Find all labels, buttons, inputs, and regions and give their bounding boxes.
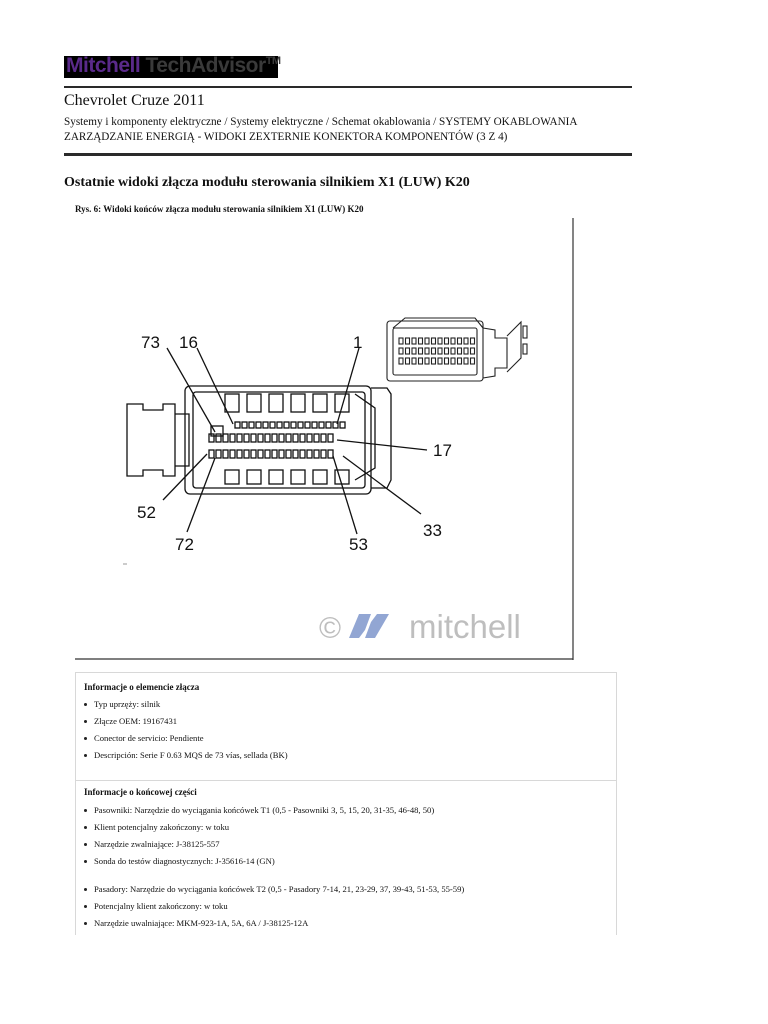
housing-rib xyxy=(225,394,239,412)
terminal-info-item: Pasadory: Narzędzie do wyciągania końcówek T2 (0,5 - Pasadory 7-14, 21, 23-29, 37, 39-43, 51-53, 55-59) xyxy=(84,884,464,894)
bullet-icon xyxy=(84,809,87,812)
pin-cavity xyxy=(293,434,298,442)
housing-rib xyxy=(313,470,327,484)
pin-cavity xyxy=(451,338,455,344)
logo-brand: Mitchell xyxy=(66,54,141,77)
pin-cavity xyxy=(432,348,436,354)
pin-cavity xyxy=(293,450,298,458)
pin-cavity xyxy=(445,338,449,344)
pin-cavity xyxy=(216,450,221,458)
pin-cavity xyxy=(471,338,475,344)
pin-cavity xyxy=(340,422,345,428)
pin-cavity xyxy=(458,358,462,364)
pin-label-33: 33 xyxy=(423,521,442,540)
pin-cavity xyxy=(300,450,305,458)
housing-rib xyxy=(247,470,261,484)
bullet-icon xyxy=(84,754,87,757)
pin-cavity xyxy=(265,434,270,442)
housing-rib xyxy=(225,470,239,484)
connector-info-item: Descripción: Serie F 0.63 MQS de 73 vías, sellada (BK) xyxy=(84,750,288,760)
pin-cavity xyxy=(458,348,462,354)
pin-cavity xyxy=(279,434,284,442)
pin-label-1: 1 xyxy=(353,333,363,352)
pin-cavity xyxy=(419,338,423,344)
connector-figure xyxy=(75,218,575,660)
pin-cavity xyxy=(445,348,449,354)
pin-cavity xyxy=(438,358,442,364)
housing-rib xyxy=(291,394,305,412)
connector-diagram xyxy=(75,218,575,660)
terminal-info-item: Narzędzie uwalniające: MKM-923-1A, 5A, 6A / J-38125-12A xyxy=(84,918,308,928)
bullet-icon xyxy=(84,843,87,846)
pin-cavity xyxy=(291,422,296,428)
figure-caption: Rys. 6: Widoki końców złącza modułu sterowania silnikiem X1 (LUW) K20 xyxy=(75,204,364,214)
terminal-info-item: Klient potencjalny zakończony: w toku xyxy=(84,822,229,832)
pin-cavity xyxy=(279,450,284,458)
pin-cavity xyxy=(425,348,429,354)
leader-72 xyxy=(187,458,215,532)
pin-cavity xyxy=(471,358,475,364)
housing-rib xyxy=(269,394,283,412)
pin-cavity xyxy=(256,422,261,428)
bullet-icon xyxy=(84,826,87,829)
vehicle-title: Chevrolet Cruze 2011 xyxy=(64,92,205,109)
leader-73 xyxy=(167,348,215,432)
pin-cavity xyxy=(305,422,310,428)
pin-cavity xyxy=(242,422,247,428)
pin-cavity xyxy=(321,434,326,442)
pin-cavity xyxy=(230,434,235,442)
logo-product: TechAdvisor xyxy=(145,54,266,77)
pin-cavity xyxy=(223,434,228,442)
bullet-icon xyxy=(84,860,87,863)
pin-cavity xyxy=(445,358,449,364)
pin-cavity xyxy=(412,358,416,364)
pin-cavity xyxy=(406,358,410,364)
pin-cavity xyxy=(412,348,416,354)
pin-cavity xyxy=(471,348,475,354)
pin-cavity xyxy=(249,422,254,428)
pin-cavity xyxy=(286,434,291,442)
bullet-icon xyxy=(84,737,87,740)
pin-cavity xyxy=(251,450,256,458)
pin-cavity xyxy=(223,450,228,458)
pin-cavity xyxy=(307,450,312,458)
pin-cavity xyxy=(300,434,305,442)
header-rule-top xyxy=(64,86,632,88)
pin-cavity xyxy=(272,450,277,458)
terminal-info-item: Narzędzie zwalniające: J-38125-557 xyxy=(84,839,220,849)
bullet-icon xyxy=(84,720,87,723)
pin-cavity xyxy=(328,450,333,458)
pin-cavity xyxy=(307,434,312,442)
pin-label-73: 73 xyxy=(141,333,160,352)
terminal-info-item: Sonda do testów diagnostycznych: J-35616-14 (GN) xyxy=(84,856,275,866)
leader-17 xyxy=(337,440,427,450)
pin-cavity xyxy=(464,358,468,364)
housing-rib xyxy=(291,470,305,484)
pin-cavity xyxy=(406,338,410,344)
pin-cavity xyxy=(419,358,423,364)
pin-cavity xyxy=(258,450,263,458)
pin-label-17: 17 xyxy=(433,441,452,460)
pin-cavity xyxy=(399,338,403,344)
pin-cavity xyxy=(399,358,403,364)
housing-rib xyxy=(335,394,349,412)
pin-cavity xyxy=(298,422,303,428)
connector-info-item: Złącze OEM: 19167431 xyxy=(84,716,177,726)
header-rule-bottom xyxy=(64,153,632,156)
pin-cavity xyxy=(277,422,282,428)
pin-cavity xyxy=(237,434,242,442)
housing-rib xyxy=(335,470,349,484)
pin-cavity xyxy=(251,434,256,442)
pin-cavity xyxy=(270,422,275,428)
pin-cavity xyxy=(286,450,291,458)
pin-cavity xyxy=(438,348,442,354)
pin-cavity xyxy=(425,338,429,344)
pin-cavity xyxy=(235,422,240,428)
pin-cavity xyxy=(328,434,333,442)
connector-face xyxy=(127,386,391,494)
watermark-copyright: © xyxy=(319,612,342,645)
pin-label-72: 72 xyxy=(175,535,194,554)
pin-label-53: 53 xyxy=(349,535,368,554)
breadcrumb-line-2: ZARZĄDZANIE ENERGIĄ - WIDOKI ZEXTERNIE KONEKTORA KOMPONENTÓW (3 Z 4) xyxy=(64,131,508,143)
pin-cavity xyxy=(425,358,429,364)
pin-cavity xyxy=(438,338,442,344)
pin-cavity xyxy=(451,348,455,354)
connector-info-heading: Informacje o elemencie złącza xyxy=(84,682,200,692)
pin-cavity xyxy=(451,358,455,364)
bullet-icon xyxy=(84,703,87,706)
bullet-icon xyxy=(84,922,87,925)
mitchell-techadvisor-logo xyxy=(64,54,281,78)
pin-cavity xyxy=(230,450,235,458)
terminal-info-item: Pasowniki: Narzędzie do wyciągania końcówek T1 (0,5 - Pasowniki 3, 5, 15, 20, 31-35, 46-48, 50) xyxy=(84,805,434,815)
pin-cavity xyxy=(432,358,436,364)
pin-cavity xyxy=(406,348,410,354)
bullet-icon xyxy=(84,905,87,908)
leader-33 xyxy=(343,456,421,514)
housing-rib xyxy=(247,394,261,412)
pin-cavity xyxy=(284,422,289,428)
pin-cavity xyxy=(321,450,326,458)
breadcrumb-line-1: Systemy i komponenty elektryczne / Systemy elektryczne / Schemat okablowania / SYSTEMY OKABLOWANIA xyxy=(64,116,578,128)
pin-cavity xyxy=(458,338,462,344)
connector-info-item: Conector de servicio: Pendiente xyxy=(84,733,204,743)
pin-cavity xyxy=(326,422,331,428)
pin-cavity xyxy=(244,434,249,442)
pin-cavity xyxy=(314,434,319,442)
terminal-info-heading: Informacje o końcowej części xyxy=(84,787,197,797)
housing-rib xyxy=(313,394,327,412)
connector-3d-view xyxy=(387,318,527,381)
section-title: Ostatnie widoki złącza modułu sterowania silnikiem X1 (LUW) K20 xyxy=(64,175,470,190)
info-divider xyxy=(76,780,616,781)
pin-cavity xyxy=(412,338,416,344)
pin-cavity xyxy=(237,450,242,458)
pin-cavity xyxy=(272,434,277,442)
pin-cavity xyxy=(464,348,468,354)
mitchell-watermark xyxy=(319,608,521,645)
pin-cavity xyxy=(399,348,403,354)
housing-rib xyxy=(269,470,283,484)
pin-label-52: 52 xyxy=(137,503,156,522)
pin-cavity xyxy=(265,450,270,458)
bullet-icon xyxy=(84,888,87,891)
pin-cavity xyxy=(312,422,317,428)
pin-label-16: 16 xyxy=(179,333,198,352)
connector-info-item: Typ uprzęży: silnik xyxy=(84,699,160,709)
pin-cavity xyxy=(464,338,468,344)
pin-cavity xyxy=(314,450,319,458)
pin-cavity xyxy=(319,422,324,428)
pin-cavity xyxy=(244,450,249,458)
pin-cavity xyxy=(263,422,268,428)
pin-cavity xyxy=(216,434,221,442)
pin-cavity xyxy=(209,450,214,458)
pin-cavity xyxy=(419,348,423,354)
logo-tm: TM xyxy=(265,55,281,67)
pin-cavity xyxy=(258,434,263,442)
mitchell-m-icon xyxy=(349,614,389,638)
terminal-info-item: Potencjalny klient zakończony: w toku xyxy=(84,901,228,911)
leader-53 xyxy=(333,456,357,534)
pin-cavity xyxy=(432,338,436,344)
breadcrumb xyxy=(64,115,632,145)
watermark-text: mitchell xyxy=(409,608,521,645)
connector-info-panel xyxy=(75,672,617,935)
